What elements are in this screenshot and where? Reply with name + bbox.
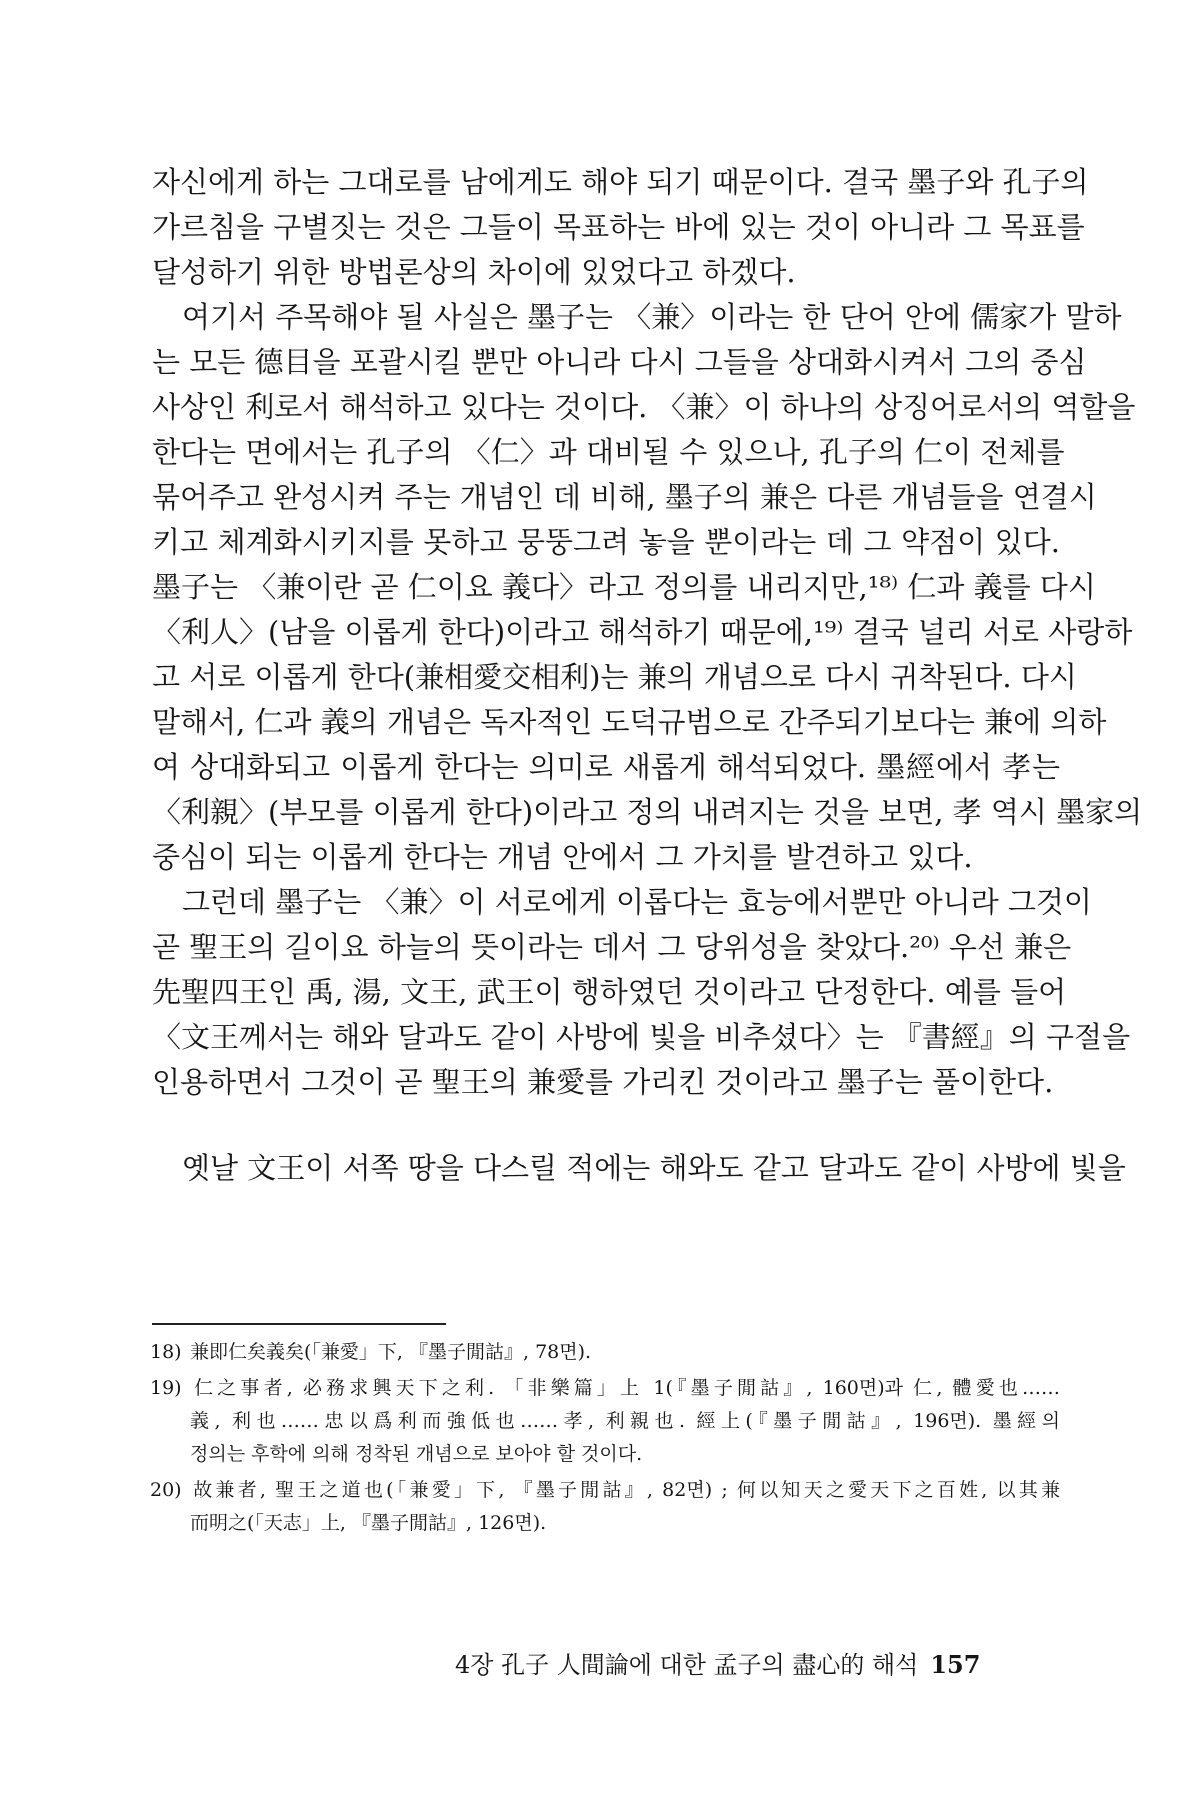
footnote-text: 兼即仁矣義矣(「兼愛」下, 『墨子閒詁』, 78면). xyxy=(190,1341,592,1363)
body-line: 〈利親〉(부모를 이롭게 한다)이라고 정의 내려지는 것을 보면, 孝 역시 墨家의 xyxy=(152,795,1143,829)
body-line: 자신에게 하는 그대로를 남에게도 해야 되기 때문이다. 결국 墨子와 孔子의 xyxy=(152,165,1089,199)
footnote-number: 18) xyxy=(150,1341,182,1363)
running-footer xyxy=(455,1648,1060,1682)
block-quote: 옛날 文王이 서쪽 땅을 다스릴 적에는 해와도 같고 달과도 같이 사방에 빛을 xyxy=(182,1151,1126,1185)
footnote-19-cont: 義, 利也……忠以爲利而強低也……孝, 利親也. 經上(『墨子閒詁』, 196면). 墨經의 xyxy=(190,1410,1060,1432)
body-line: 묶어주고 완성시켜 주는 개념인 데 비해, 墨子의 兼은 다른 개념들을 연결시 xyxy=(152,480,1097,514)
footnote-19-cont: 정의는 후학에 의해 정착된 개념으로 보아야 할 것이다. xyxy=(190,1443,643,1465)
chapter-title: 4장 孔子 人間論에 대한 孟子의 盡心的 해석 xyxy=(455,1651,919,1679)
body-line: 그런데 墨子는 〈兼〉이 서로에게 이롭다는 효능에서뿐만 아니라 그것이 xyxy=(182,885,1092,919)
body-line: 고 서로 이롭게 한다(兼相愛交相利)는 兼의 개념으로 다시 귀착된다. 다시 xyxy=(152,660,1077,694)
footnote-text: 仁之事者, 必務求興天下之利. 「非樂篇」上 1(『墨子閒詁』, 160면)과 仁, 體愛也…… xyxy=(190,1377,1060,1399)
body-line: 墨子는 〈兼이란 곧 仁이요 義다〉라고 정의를 내리지만,¹⁸⁾ 仁과 義를 다시 xyxy=(152,570,1096,604)
body-line: 키고 체계화시키지를 못하고 뭉뚱그려 놓을 뿐이라는 데 그 약점이 있다. xyxy=(152,525,1060,559)
footnote-20 xyxy=(150,1476,1060,1504)
body-line: 는 모든 德目을 포괄시킬 뿐만 아니라 다시 그들을 상대화시켜서 그의 중심 xyxy=(152,345,1087,379)
footnote-18 xyxy=(150,1338,1060,1366)
footnote-divider xyxy=(152,1323,446,1325)
body-line: 인용하면서 그것이 곧 聖王의 兼愛를 가리킨 것이라고 墨子는 풀이한다. xyxy=(152,1065,1054,1099)
page-number: 157 xyxy=(930,1650,981,1679)
body-line: 사상인 利로서 해석하고 있다는 것이다. 〈兼〉이 하나의 상징어로서의 역할을 xyxy=(152,390,1136,424)
body-line: 중심이 되는 이롭게 한다는 개념 안에서 그 가치를 발견하고 있다. xyxy=(152,840,973,874)
body-line: 〈文王께서는 해와 달과도 같이 사방에 빛을 비추셨다〉는 『書經』의 구절을 xyxy=(152,1020,1131,1054)
body-line: 가르침을 구별짓는 것은 그들이 목표하는 바에 있는 것이 아니라 그 목표를 xyxy=(152,210,1085,244)
body-line: 달성하기 위한 방법론상의 차이에 있었다고 하겠다. xyxy=(152,255,796,289)
body-line: 곧 聖王의 길이요 하늘의 뜻이라는 데서 그 당위성을 찾았다.²⁰⁾ 우선 兼은 xyxy=(152,930,1072,964)
footnote-number: 19) xyxy=(150,1377,182,1399)
body-line: 여기서 주목해야 될 사실은 墨子는 〈兼〉이라는 한 단어 안에 儒家가 말하 xyxy=(182,300,1122,334)
footnote-text: 故兼者, 聖王之道也(「兼愛」下, 『墨子閒詁』, 82면) ; 何以知天之愛天下之百姓, 以其兼 xyxy=(190,1479,1060,1501)
body-line: 先聖四王인 禹, 湯, 文王, 武王이 행하였던 것이라고 단정한다. 예를 들어 xyxy=(152,975,1067,1009)
body-line: 말해서, 仁과 義의 개념은 독자적인 도덕규범으로 간주되기보다는 兼에 의하 xyxy=(152,705,1107,739)
body-line: 〈利人〉(남을 이롭게 한다)이라고 해석하기 때문에,¹⁹⁾ 결국 널리 서로 사랑하 xyxy=(152,615,1133,649)
footnote-19 xyxy=(150,1374,1060,1402)
body-line: 여 상대화되고 이롭게 한다는 의미로 새롭게 해석되었다. 墨經에서 孝는 xyxy=(152,750,1060,784)
body-line: 한다는 면에서는 孔子의 〈仁〉과 대비될 수 있으나, 孔子의 仁이 전체를 xyxy=(152,435,1065,469)
footnote-20-cont: 而明之(「天志」上, 『墨子閒詁』, 126면). xyxy=(190,1512,547,1534)
footnote-number: 20) xyxy=(150,1479,182,1501)
